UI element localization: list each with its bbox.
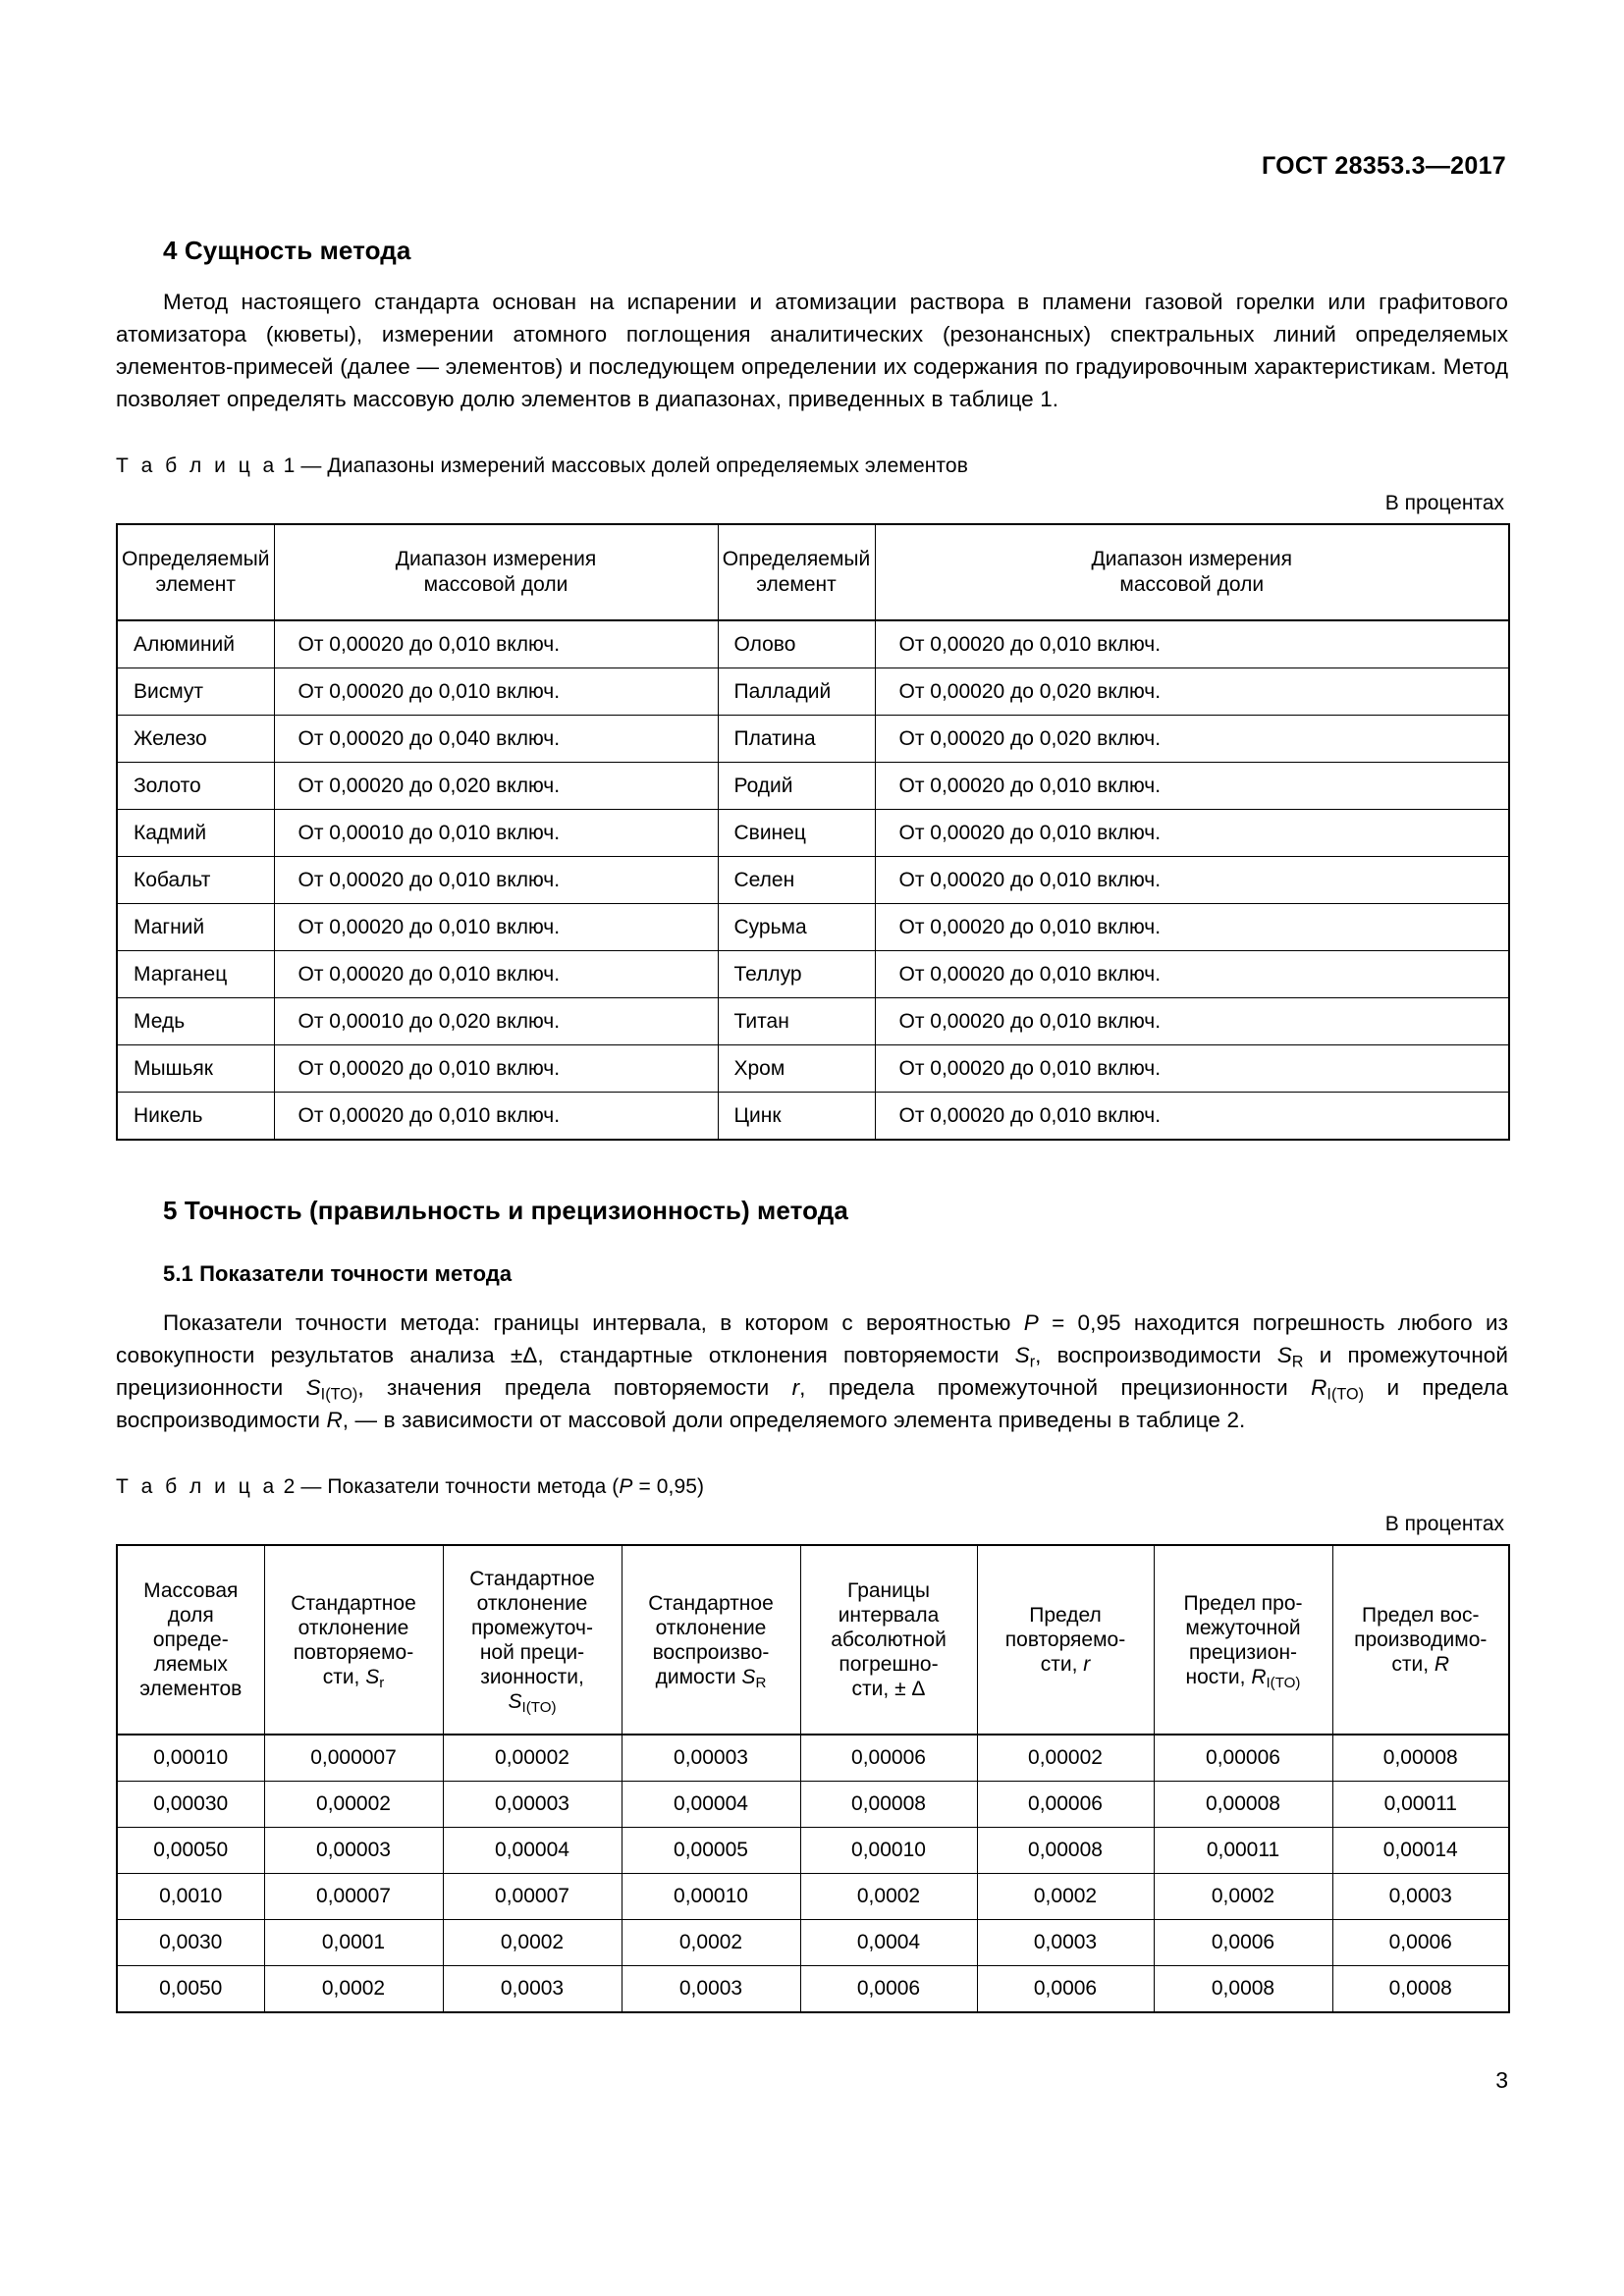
element-range-right: От 0,00020 до 0,010 включ. bbox=[875, 1045, 1509, 1093]
element-range-right: От 0,00020 до 0,010 включ. bbox=[875, 857, 1509, 904]
element-range-left: От 0,00020 до 0,010 включ. bbox=[274, 1093, 718, 1141]
accuracy-value: 0,0008 bbox=[1154, 1966, 1332, 2013]
section-5-1-title: 5.1 Показатели точности метода bbox=[163, 1261, 513, 1286]
accuracy-value: 0,00008 bbox=[800, 1782, 977, 1828]
accuracy-value: 0,0002 bbox=[1154, 1874, 1332, 1920]
accuracy-value: 0,00005 bbox=[622, 1828, 800, 1874]
section-4-title: 4 Сущность метода bbox=[163, 236, 411, 265]
element-range-left: От 0,00020 до 0,010 включ. bbox=[274, 951, 718, 998]
table-row bbox=[117, 810, 1509, 857]
page-number: 3 bbox=[1495, 2067, 1508, 2093]
table-2-header-cell-r: Предел повторяемо- сти, r bbox=[977, 1545, 1154, 1735]
accuracy-value: 0,00002 bbox=[443, 1735, 622, 1782]
element-name-right: Свинец bbox=[718, 810, 875, 857]
document-standard-id: ГОСТ 28353.3—2017 bbox=[1261, 152, 1506, 180]
table-2-header-cell-sito: Стандартное отклонение промежуточ- ной преци- зионности, $S_{I(TO)}$ bbox=[443, 1545, 622, 1735]
mass-fraction-value: 0,0010 bbox=[117, 1874, 264, 1920]
table-2-header-cell-delta: Границы интервала абсолютной погрешно- сти, ± Δ bbox=[800, 1545, 977, 1735]
accuracy-value: 0,00008 bbox=[1154, 1782, 1332, 1828]
element-range-left: От 0,00020 до 0,010 включ. bbox=[274, 668, 718, 716]
element-range-right: От 0,00020 до 0,010 включ. bbox=[875, 620, 1509, 668]
element-range-left: От 0,00020 до 0,010 включ. bbox=[274, 1045, 718, 1093]
accuracy-value: 0,000007 bbox=[264, 1735, 443, 1782]
table-row bbox=[117, 998, 1509, 1045]
table-2-units-note: В процентах bbox=[1384, 1513, 1504, 1535]
table-1-header-line: Определяемый bbox=[722, 548, 871, 570]
table-2-caption-text: — Показатели точности метода (P = 0,95) bbox=[300, 1475, 705, 1498]
accuracy-value: 0,0002 bbox=[443, 1920, 622, 1966]
table-1-measurement-ranges bbox=[116, 523, 1510, 1141]
section-4-paragraph: Метод настоящего стандарта основан на испарении и атомизации раствора в пламени газовой горелки или графитового атомизатора (кюветы), измерении атомного поглощения аналитических (резонансных) спектральных линий определяемых элементов-примесей (далее — элементов) и последующем определении их содержания по градуировочным характеристикам. Метод позволяет определять массовую долю элементов в диапазонах, приведенных в таблице 1. bbox=[116, 290, 1508, 411]
element-name-right: Платина bbox=[718, 716, 875, 763]
accuracy-value: 0,00014 bbox=[1332, 1828, 1509, 1874]
accuracy-value: 0,00003 bbox=[622, 1735, 800, 1782]
table-1-caption-number: 1 bbox=[283, 454, 296, 477]
table-1-header-row bbox=[117, 524, 1509, 620]
element-name-left: Марганец bbox=[117, 951, 274, 998]
table-row bbox=[117, 1735, 1509, 1782]
table-1-caption bbox=[116, 454, 1508, 478]
table-1-header-cell-2 bbox=[718, 524, 875, 620]
table-row bbox=[117, 1782, 1509, 1828]
accuracy-value: 0,00008 bbox=[1332, 1735, 1509, 1782]
table-2-header-cell-R: Предел вос- производимо- сти, R bbox=[1332, 1545, 1509, 1735]
table-1-header-cell-0 bbox=[117, 524, 274, 620]
accuracy-value: 0,00006 bbox=[1154, 1735, 1332, 1782]
table-2-header-cell-sr: Стандартное отклонение повторяемо- сти, $S_r$ bbox=[264, 1545, 443, 1735]
table-2-accuracy-indicators bbox=[116, 1544, 1510, 2013]
element-range-left: От 0,00020 до 0,010 включ. bbox=[274, 857, 718, 904]
table-1-caption-text: — Диапазоны измерений массовых долей определяемых элементов bbox=[300, 454, 968, 477]
accuracy-value: 0,00004 bbox=[443, 1828, 622, 1874]
table-1-header-line: массовой доли bbox=[1119, 573, 1265, 596]
table-row bbox=[117, 1828, 1509, 1874]
element-name-left: Золото bbox=[117, 763, 274, 810]
table-row bbox=[117, 857, 1509, 904]
element-name-right: Палладий bbox=[718, 668, 875, 716]
element-range-left: От 0,00020 до 0,010 включ. bbox=[274, 904, 718, 951]
table-1-header-line: Диапазон измерения bbox=[1091, 548, 1292, 570]
table-2-caption-number: 2 bbox=[283, 1475, 296, 1498]
element-range-right: От 0,00020 до 0,010 включ. bbox=[875, 998, 1509, 1045]
accuracy-value: 0,0004 bbox=[800, 1920, 977, 1966]
table-2-header-row bbox=[117, 1545, 1509, 1735]
accuracy-value: 0,0006 bbox=[800, 1966, 977, 2013]
accuracy-value: 0,0006 bbox=[1332, 1920, 1509, 1966]
table-1-header-line: элемент bbox=[756, 573, 837, 596]
table-1-header-line: Диапазон измерения bbox=[395, 548, 597, 570]
table-row bbox=[117, 904, 1509, 951]
accuracy-value: 0,00006 bbox=[800, 1735, 977, 1782]
element-name-left: Медь bbox=[117, 998, 274, 1045]
accuracy-value: 0,00010 bbox=[800, 1828, 977, 1874]
accuracy-value: 0,0002 bbox=[800, 1874, 977, 1920]
element-range-right: От 0,00020 до 0,010 включ. bbox=[875, 810, 1509, 857]
accuracy-value: 0,0002 bbox=[977, 1874, 1154, 1920]
accuracy-value: 0,00004 bbox=[622, 1782, 800, 1828]
table-row bbox=[117, 763, 1509, 810]
element-name-right: Родий bbox=[718, 763, 875, 810]
table-1-header-cell-3 bbox=[875, 524, 1509, 620]
element-name-right: Олово bbox=[718, 620, 875, 668]
element-range-left: От 0,00010 до 0,010 включ. bbox=[274, 810, 718, 857]
section-5-title: 5 Точность (правильность и прецизионность) метода bbox=[163, 1196, 848, 1225]
table-row bbox=[117, 668, 1509, 716]
accuracy-value: 0,00010 bbox=[622, 1874, 800, 1920]
table-1-header-line: элемент bbox=[155, 573, 237, 596]
table-row bbox=[117, 1966, 1509, 2013]
accuracy-value: 0,00011 bbox=[1332, 1782, 1509, 1828]
section-5-1-paragraph: Показатели точности метода: границы интервала, в котором с вероятностью P = 0,95 находится погрешность любого из совокупности результатов анализа ±Δ, стандартные отклонения повторяемости $S_r$, воспроизводимости $S_R$ и промежуточной прецизионности $S_{I(TO)}$, значения предела повторяемости r, предела промежуточной прецизионности $R_{I(TO)}$ и предела воспроизводимости R, — в зависимости от массовой доли определяемого элемента приведены в таблице 2. bbox=[116, 1310, 1508, 1432]
table-2-caption-prefix: Т а б л и ц а bbox=[116, 1475, 278, 1498]
table-row bbox=[117, 1045, 1509, 1093]
mass-fraction-value: 0,00050 bbox=[117, 1828, 264, 1874]
element-name-left: Кадмий bbox=[117, 810, 274, 857]
table-1-body bbox=[117, 620, 1509, 1140]
accuracy-value: 0,00002 bbox=[264, 1782, 443, 1828]
table-2-caption bbox=[116, 1475, 1508, 1499]
element-name-right: Сурьма bbox=[718, 904, 875, 951]
accuracy-value: 0,00006 bbox=[977, 1782, 1154, 1828]
table-2-header-cell-Rito: Предел про- межуточной прецизион- ности, $R_{I(TO)}$ bbox=[1154, 1545, 1332, 1735]
accuracy-value: 0,0003 bbox=[977, 1920, 1154, 1966]
accuracy-value: 0,00011 bbox=[1154, 1828, 1332, 1874]
accuracy-value: 0,0006 bbox=[1154, 1920, 1332, 1966]
table-1-header-line: Определяемый bbox=[122, 548, 270, 570]
table-2-header-cell-mass-fraction: Массовая доля опреде- ляемых элементов bbox=[117, 1545, 264, 1735]
element-name-right: Селен bbox=[718, 857, 875, 904]
element-range-left: От 0,00010 до 0,020 включ. bbox=[274, 998, 718, 1045]
element-range-left: От 0,00020 до 0,010 включ. bbox=[274, 620, 718, 668]
mass-fraction-value: 0,0030 bbox=[117, 1920, 264, 1966]
element-range-right: От 0,00020 до 0,010 включ. bbox=[875, 904, 1509, 951]
table-row bbox=[117, 1874, 1509, 1920]
table-row bbox=[117, 951, 1509, 998]
element-name-right: Титан bbox=[718, 998, 875, 1045]
accuracy-value: 0,0003 bbox=[443, 1966, 622, 2013]
element-range-right: От 0,00020 до 0,010 включ. bbox=[875, 763, 1509, 810]
mass-fraction-value: 0,0050 bbox=[117, 1966, 264, 2013]
table-1-header-line: массовой доли bbox=[423, 573, 568, 596]
table-2-header-cell-sR: Стандартное отклонение воспроизво- димости $S_R$ bbox=[622, 1545, 800, 1735]
element-name-right: Хром bbox=[718, 1045, 875, 1093]
accuracy-value: 0,00003 bbox=[264, 1828, 443, 1874]
table-2-body bbox=[117, 1735, 1509, 2012]
accuracy-value: 0,0001 bbox=[264, 1920, 443, 1966]
page-content bbox=[116, 0, 1508, 2013]
element-name-left: Алюминий bbox=[117, 620, 274, 668]
table-row bbox=[117, 1093, 1509, 1141]
table-1-units-note: В процентах bbox=[1384, 492, 1504, 514]
element-range-right: От 0,00020 до 0,020 включ. bbox=[875, 716, 1509, 763]
accuracy-value: 0,00008 bbox=[977, 1828, 1154, 1874]
accuracy-value: 0,0008 bbox=[1332, 1966, 1509, 2013]
accuracy-value: 0,00007 bbox=[264, 1874, 443, 1920]
mass-fraction-value: 0,00030 bbox=[117, 1782, 264, 1828]
element-name-left: Мышьяк bbox=[117, 1045, 274, 1093]
accuracy-value: 0,0003 bbox=[622, 1966, 800, 2013]
element-range-right: От 0,00020 до 0,010 включ. bbox=[875, 951, 1509, 998]
element-name-left: Никель bbox=[117, 1093, 274, 1141]
accuracy-value: 0,0002 bbox=[264, 1966, 443, 2013]
element-name-left: Висмут bbox=[117, 668, 274, 716]
element-name-left: Магний bbox=[117, 904, 274, 951]
accuracy-value: 0,00003 bbox=[443, 1782, 622, 1828]
element-name-left: Кобальт bbox=[117, 857, 274, 904]
accuracy-value: 0,0003 bbox=[1332, 1874, 1509, 1920]
accuracy-value: 0,00007 bbox=[443, 1874, 622, 1920]
mass-fraction-value: 0,00010 bbox=[117, 1735, 264, 1782]
table-1-header-cell-1 bbox=[274, 524, 718, 620]
element-range-left: От 0,00020 до 0,020 включ. bbox=[274, 763, 718, 810]
accuracy-value: 0,0002 bbox=[622, 1920, 800, 1966]
element-name-right: Цинк bbox=[718, 1093, 875, 1141]
table-row bbox=[117, 716, 1509, 763]
element-range-left: От 0,00020 до 0,040 включ. bbox=[274, 716, 718, 763]
table-row bbox=[117, 1920, 1509, 1966]
element-range-right: От 0,00020 до 0,020 включ. bbox=[875, 668, 1509, 716]
table-1-caption-prefix: Т а б л и ц а bbox=[116, 454, 278, 477]
accuracy-value: 0,0006 bbox=[977, 1966, 1154, 2013]
table-row bbox=[117, 620, 1509, 668]
element-name-left: Железо bbox=[117, 716, 274, 763]
accuracy-value: 0,00002 bbox=[977, 1735, 1154, 1782]
element-range-right: От 0,00020 до 0,010 включ. bbox=[875, 1093, 1509, 1141]
element-name-right: Теллур bbox=[718, 951, 875, 998]
